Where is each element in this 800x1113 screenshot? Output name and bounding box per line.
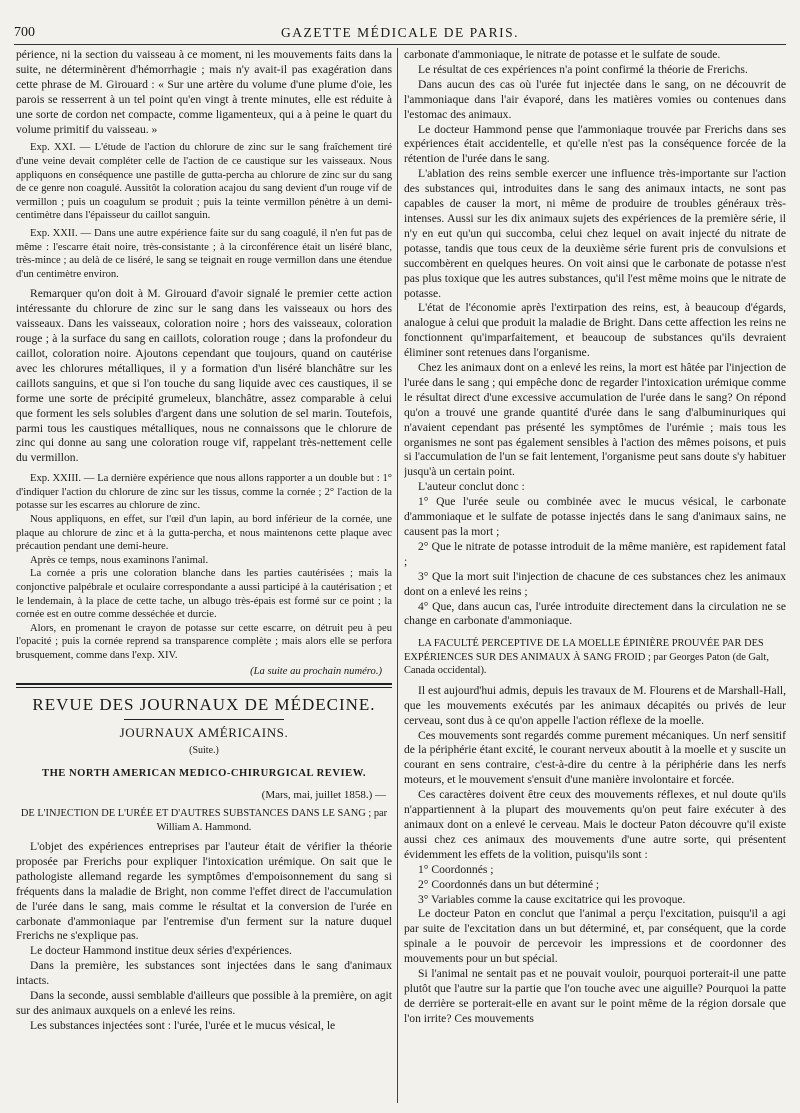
- paragraph: L'objet des expériences entreprises par l'auteur était de vérifier la théorie proposée par Frerichs pour expliquer l'intoxication urémique. On sait que le pathologiste allemand regarde les symptômes d'empoisonnement du sang si fréquents dans la maladie de Bright, non comme l'effet direct de l'accumulation de l'urée dans le sang, mais comme le résultat et la conversion de l'urée en carbonate d'ammoniaque par l'entremise d'un ferment sur la nature duquel Frerichs ne s'explique pas.: [16, 840, 392, 943]
- review-title: THE NORTH AMERICAN MEDICO-CHIRURGICAL REVIEW.: [42, 768, 366, 780]
- paragraph: Nous appliquons, en effet, sur l'œil d'un lapin, au bord inférieur de la cornée, une plaque au chlorure de zinc et à la gutta-percha, et nous maintenons cette plaque avec précaution pendant une demi-heure.: [16, 514, 392, 553]
- paragraph: Le docteur Hammond pense que l'ammoniaque trouvée par Frerichs dans ses expériences était accidentelle, et qu'elle n'est pas la conséquence forcée de la rétention de l'urée dans le sang.: [404, 122, 786, 166]
- paragraph: Dans la seconde, aussi semblable d'ailleurs que possible à la première, on agit sur des animaux auxquels on a enlevé les reins.: [16, 989, 392, 1017]
- page-number: 700: [14, 25, 35, 40]
- subsection-title: JOURNAUX AMÉRICAINS.: [119, 725, 289, 741]
- experiment-22: Exp. XXII. — Dans une autre expérience faite sur du sang coagulé, il n'en fut pas de même : l'escarre était noire, très-consistante ; à la circonférence était un liséré blanc, très-mince ; au delà de ce liséré, le sang se teignait en rouge vermillon dans une étendue d'un centimètre environ.: [16, 228, 392, 280]
- list-item: 2° Coordonnés dans un but déterminé ;: [418, 877, 600, 891]
- suite-label: (Suite.): [189, 745, 219, 757]
- paragraph: Si l'animal ne sentait pas et ne pouvait vouloir, pourquoi porterait-il une patte plutôt que l'autre sur la partie que l'on touche avec une aiguille? Pourquoi la patte de derrière se porterait-elle en avant sur le point même de la région dorsale que l'on irrite? Ces mouvements: [404, 967, 786, 1025]
- list-item: 3° Variables comme la cause excitatrice qui les provoque.: [418, 892, 686, 906]
- section-title-rule: [124, 719, 284, 720]
- paragraph: Les substances injectées sont : l'urée, l'urée et le mucus vésical, le: [30, 1018, 336, 1032]
- paragraph: Le résultat de ces expériences n'a point confirmé la théorie de Frerichs.: [418, 62, 748, 76]
- left-column: [16, 48, 392, 1107]
- paragraph: Dans aucun des cas où l'urée fut injectée dans le sang, on ne découvrit de l'ammoniaque dans l'air évaporé, dans les matières vomies ou contenues dans l'estomac des animaux.: [404, 77, 786, 121]
- article-title: DE L'INJECTION DE L'URÉE ET D'AUTRES SUBSTANCES DANS LE SANG ; par William A. Hammond.: [20, 808, 388, 833]
- paragraph: Après ce temps, nous examinons l'animal.: [30, 554, 209, 566]
- paragraph: carbonate d'ammoniaque, le nitrate de potasse et le sulfate de soude.: [404, 48, 721, 61]
- remarque-paragraph: Remarquer qu'on doit à M. Girouard d'avoir signalé le premier cette action intéressante du chlorure de zinc sur le sang dans les vaisseaux ou hors des vaisseaux. Dans les vaisseaux, coloration noire ; hors des vaisseaux, coloration rouge ; à la surface du sang en caillots, coloration rouge ; dans la profondeur du caillot, coloration noire. Ajoutons cependant que toujours, quand on cautérise avec les chlorures métalliques, il y a formation d'un liséré blanchâtre sur les caillots sanguins, et que si l'on touche du sang liquide avec ces caustiques, il se forme une sorte de précipité grumeleux, blanchâtre, assez comparable à celui que forment les sels solubles d'argent dans une solution de sel marin. Toutefois, parmi tous les caustiques métalliques, nous ne connaissons que le chlorure de zinc qui donne au sang une coloration rouge vif, rappelant très-nettement celle du vermillon.: [16, 287, 392, 465]
- paragraph: L'auteur conclut donc :: [418, 480, 525, 494]
- paragraph: Il est aujourd'hui admis, depuis les travaux de M. Flourens et de Marshall-Hall, que les mouvements exécutés par les animaux décapités ou privés de leur cerveau, sont dus à ce qu'on appelle l'action réflexe de la moelle.: [404, 683, 786, 727]
- list-item: 2° Que le nitrate de potasse introduit de la même manière, est rapidement fatal ;: [404, 539, 786, 568]
- list-item: 1° Que l'urée seule ou combinée avec le mucus vésical, le carbonate d'ammoniaque et le sulfate de potasse injectés dans le sang d'animaux sains, ne causent pas la mort ;: [404, 495, 786, 538]
- list-item: 1° Coordonnés ;: [418, 862, 494, 876]
- paragraph: Le docteur Hammond institue deux séries d'expériences.: [30, 944, 292, 958]
- experiment-23: Exp. XXIII. — La dernière expérience que nous allons rapporter a un double but : 1° d'indiquer l'action du chlorure de zinc sur les tissus, comme la cornée ; 2° l'action de la potasse sur les escarres au chlorure de zinc.: [16, 473, 392, 512]
- paragraph: Alors, en promenant le crayon de potasse sur cette escarre, on détruit peu à peu l'opacité ; puis la cornée reprend sa transparence complète ; mais alors elle se perfora brusquement, comme dans l'exp. XIV.: [16, 622, 392, 661]
- paragraph: Dans la première, les substances sont injectées dans le sang d'animaux intacts.: [16, 959, 392, 988]
- paragraph: Ces caractères doivent être ceux des mouvements réflexes, et nul doute qu'ils n'appartiennent à la plupart des mouvements qu'on peut faire exécuter à des animaux dont on a enlevé le cerveau. Mais le docteur Paton découvre qu'il existe aussi chez ces animaux des mouvements d'une autre sorte, qui présentent évidemment les effets de la volition, puisqu'ils sont :: [404, 788, 786, 861]
- article-title: LA FACULTÉ PERCEPTIVE DE LA MOELLE ÉPINIÈRE PROUVÉE PAR DES EXPÉRIENCES SUR DES ANIMAUX À SANG FROID ; par Georges Paton (de Galt, Canada occidental).: [404, 638, 769, 677]
- continuation-note: (La suite au prochain numéro.): [250, 665, 382, 677]
- right-column: [404, 48, 786, 1107]
- section-rule: [16, 683, 392, 688]
- page-header: [14, 22, 786, 45]
- section-title: REVUE DES JOURNAUX DE MÉDECINE.: [32, 695, 376, 715]
- paragraph: Chez les animaux dont on a enlevé les reins, la mort est hâtée par l'injection de l'urée dans le sang ; qui empêche donc de regarder l'intoxication urémique comme le résultat direct d'une excessive accumulation de l'urée dans le sang? On répond qu'on a trouvé une grande quantité d'urée dans le sang d'albuminuriques qui n'avaient cependant pas présenté les symptômes de l'urémie ; mais tous les organismes ne sont pas également sensibles à l'action des mêmes poisons, et puis si l'accumulation de l'un se fait lentement, l'organisme peut sans doute s'y habituer jusqu'à un certain point.: [404, 361, 786, 479]
- experiment-21: Exp. XXI. — L'étude de l'action du chlorure de zinc sur le sang fraîchement tiré d'une veine devait compléter celle de l'action de ce caustique sur les vaisseaux. Nous appliquons en conséquence une pastille de gutta-percha au chlorure de zinc sur du sang de ce genre non coagulé. Aussitôt la coloration acajou du sang devient d'un rouge vif de vermillon ; puis un coagulum se produit ; puis la teinte vermillon pénètre à un demi-centimètre dans l'épaisseur du caillot sanguin.: [16, 142, 392, 222]
- list-item: 4° Que, dans aucun cas, l'urée introduite directement dans la circulation ne se change en carbonate d'ammoniaque.: [404, 599, 786, 628]
- paragraph: La cornée a pris une coloration blanche dans les parties cautérisées ; mais la conjonctive palpébrale et oculaire correspondante a aussi participé à la cautérisation ; et le lendemain, à la place de cette tache, un albugo très-épais est formé sur ce point ; la cornée est en outre comme desséchée et durcie.: [16, 568, 392, 621]
- column-divider: [397, 48, 398, 1103]
- paragraph: Le docteur Paton en conclut que l'animal a perçu l'excitation, puisqu'il a agi par suite de l'excitation dans un but déterminé, et, par conséquent, que la corde spinale a le pouvoir de percevoir les impressions et de coordonner des mouvements pour un but spécial.: [404, 907, 786, 966]
- list-item: 3° Que la mort suit l'injection de chacune de ces substances chez les animaux dont on a enlevé les reins ;: [404, 569, 786, 598]
- paragraph: L'ablation des reins semble exercer une influence très-importante sur l'action des substances qui, introduites dans le sang des animaux intacts, ne sont pas capables de causer la mort, ni même de produire de troubles généraux très-intenses. Aussi sur les dix animaux sujets des expériences de la première série, il n'y en eut qu'un qui succomba, celui chez lequel on avait injecté du nitrate de potasse, tandis que tous ceux de la deuxième série furent pris de convulsions et succombèrent en quelques heures. On voit ainsi que le carbonate de potasse n'est pas plus toxique que les autres substances, qu'il l'est même moins que le nitrate de potasse.: [404, 167, 786, 300]
- criteria-list: [404, 863, 786, 908]
- paragraph: périence, ni la section du vaisseau à ce moment, ni les mouvements faits dans la suite, ne déterminèrent d'hémorrhagie ; mais n'y avait-il pas exagération dans cette phrase de M. Girouard : « Sur une artère du volume d'une plume d'oie, les parois se resserrent à un tel point qu'en vingt à trente minutes, elle est réduite à une sorte de cordon net compacte, comme ligamenteux, qui a à peine le quart du volume primitif du vaisseau. »: [16, 48, 392, 136]
- paragraph: Ces mouvements sont regardés comme purement mécaniques. Un nerf sensitif de la périphérie étant excité, le courant nerveux aboutit à la moelle et y suscite un courant en sens contraire, c'est-à-dire du centre à la périphérie dans les nerfs moteurs, et le mouvement s'ensuit d'une manière involontaire et forcée.: [404, 728, 786, 787]
- review-dates: (Mars, mai, juillet 1858.) —: [261, 789, 386, 802]
- journal-title: GAZETTE MÉDICALE DE PARIS.: [281, 25, 519, 40]
- paragraph: L'état de l'économie après l'extirpation des reins, est, à beaucoup d'égards, analogue à celui que produit la maladie de Bright. Dans cette affection les reins ne fonctionnent qu'imparfaitement, et beaucoup de substances qu'ils devraient éliminer sont retenues dans l'organisme.: [404, 301, 786, 360]
- conclusion-list: [404, 495, 786, 629]
